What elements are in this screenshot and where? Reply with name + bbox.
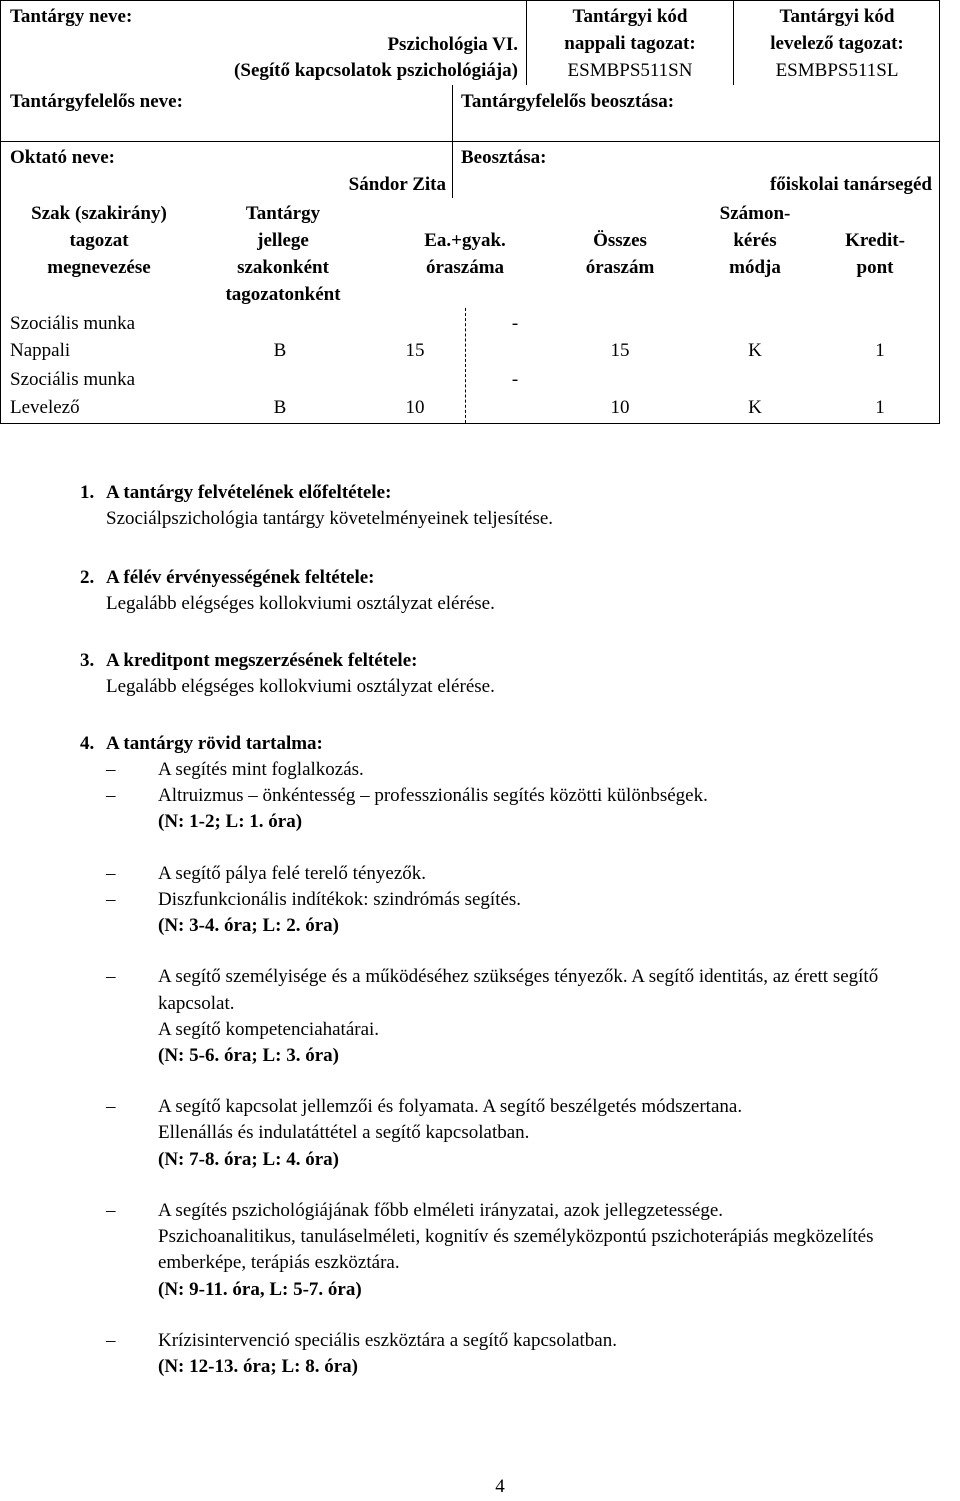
hours-reference: (N: 9-11. óra, L: 5-7. óra) [158,1278,362,1300]
code-corr-label-2: levelező tagozat: [770,33,904,54]
list-item-ref [106,1354,960,1380]
position-value: főiskolai tanársegéd [769,174,932,195]
header-osszes-2: óraszám [585,257,655,278]
hours-reference: (N: 1-2; L: 1. óra) [158,811,303,833]
header-szak-1: Szak (szakirány) [31,203,167,224]
dash-marker: – [106,862,116,884]
list-item [106,861,960,887]
row-osszes: 10 [610,397,630,418]
row-szak-line-1: Szociális munka [10,369,136,390]
header-ea-1: Ea.+gyak. [424,230,506,251]
header-szak-2: tagozat [69,230,129,251]
section-body: Legalább elégséges kollokviumi osztályzat elérése. [106,593,495,615]
row-szamon: K [748,340,762,361]
list-item-text: A segítő pálya felé terelő tényezők. [158,862,427,884]
row-dash: - [511,369,519,390]
header-ea-2: óraszáma [425,257,505,278]
header-jelleg-1: Tantárgy [245,203,321,224]
list-item-text: A segítés pszichológiájának főbb elméleti irányzatai, azok jellegzetessége. [158,1199,724,1221]
row-jelleg: B [273,340,287,361]
list-item [106,757,960,783]
list-item [106,1328,960,1354]
list-item-text: Ellenállás és indulatáttétel a segítő kapcsolatban. [158,1122,530,1144]
section-validity [80,565,940,617]
list-item [106,783,960,809]
list-item [106,887,960,913]
responsible-label: Tantárgyfelelős neve: [10,91,183,112]
list-item-text: A segítő kompetenciahatárai. [158,1018,380,1040]
code-day-label-1: Tantárgyi kód [572,6,688,27]
instructor-name: Sándor Zita [348,174,446,195]
table-divider-instructor [0,141,940,142]
table-border-bottom [0,423,940,424]
section-number: 2. [80,567,95,588]
list-item [106,1198,960,1224]
list-item-continuation [106,1120,960,1146]
header-jelleg-4: tagozatonként [225,284,341,305]
dash-marker: – [106,1096,116,1118]
instructor-label: Oktató neve: [10,147,116,168]
section-title: A tantárgy felvételének előfeltétele: [106,482,392,503]
subject-name-line-2: (Segítő kapcsolatok pszichológiája) [234,60,518,81]
section-title: A kreditpont megszerzésének feltétele: [106,650,418,671]
section-number: 1. [80,482,95,503]
dash-marker: – [106,1329,116,1351]
code-day-label-2: nappali tagozat: [564,33,696,54]
dash-marker: – [106,785,116,807]
section-body: Legalább elégséges kollokviumi osztályzat elérése. [106,676,495,698]
list-item-text: Diszfunkcionális indítékok: szindrómás segítés. [158,888,522,910]
section-content [80,731,940,757]
list-item [106,1094,960,1120]
page-number: 4 [495,1476,505,1497]
dash-marker: – [106,966,116,988]
code-corr-value: ESMBPS511SL [775,60,899,81]
responsible-position-label: Tantárgyfelelős beosztása: [461,91,675,112]
section-title: A félév érvényességének feltétele: [106,567,375,588]
subject-name-line-1: Pszichológia VI. [387,34,518,55]
section-prerequisite [80,480,940,532]
row-jelleg: B [273,397,287,418]
header-kredit-1: Kredit- [845,230,905,251]
hours-reference: (N: 7-8. óra; L: 4. óra) [158,1148,339,1170]
list-item-text: Altruizmus – önkéntesség – professzionális segítés közötti különbségek. [158,785,708,807]
row-osszes: 15 [610,340,630,361]
code-day-value: ESMBPS511SN [567,60,693,81]
section-number: 3. [80,650,95,671]
header-szak-3: megnevezése [47,257,151,278]
dash-marker: – [106,888,116,910]
list-item-ref [106,1277,960,1303]
header-szamon-2: kérés [733,230,777,251]
hours-reference: (N: 12-13. óra; L: 8. óra) [158,1355,358,1377]
subject-label: Tantárgy neve: [10,6,133,27]
header-jelleg-2: jellege [257,230,309,251]
row-kredit: 1 [875,340,885,361]
header-szamon-3: módja [729,257,781,278]
list-item-text: A segítő kapcsolat jellemzői és folyamata. A segítő beszélgetés módszertana. [158,1096,743,1118]
section-title: A tantárgy rövid tartalma: [106,733,323,754]
hours-reference: (N: 5-6. óra; L: 3. óra) [158,1044,339,1066]
header-szamon-1: Számon- [719,203,791,224]
table-dashed-divider [465,308,466,423]
header-jelleg-3: szakonként [237,257,329,278]
row-kredit: 1 [875,397,885,418]
hours-reference: (N: 3-4. óra; L: 2. óra) [158,915,339,937]
content-list [106,757,960,1380]
list-item [106,964,960,1016]
list-item-ref [106,809,960,835]
header-osszes-1: Összes [593,230,647,251]
position-label: Beosztása: [461,147,547,168]
list-item-text: A segítő személyisége és a működéséhez szükséges tényezők. A segítő identitás, az érett segítő kapcsolat. [158,966,879,1014]
section-body: Szociálpszichológia tantárgy követelményeinek teljesítése. [106,508,554,530]
header-kredit-2: pont [856,257,894,278]
list-item-ref [106,1147,960,1173]
row-szak-line-2: Nappali [10,340,71,361]
row-ea: 15 [405,340,425,361]
list-item-continuation [106,1017,960,1043]
row-szamon: K [748,397,762,418]
list-item-continuation [106,1224,960,1276]
section-credit [80,648,940,700]
list-item-text: A segítés mint foglalkozás. [158,759,364,780]
row-ea: 10 [405,397,425,418]
list-item-text: Krízisintervenció speciális eszköztára a segítő kapcsolatban. [158,1329,617,1351]
row-szak-line-1: Szociális munka [10,313,136,334]
code-corr-label-1: Tantárgyi kód [779,6,895,27]
list-item-ref [106,1043,960,1069]
dash-marker: – [106,1199,116,1221]
table-border-top [0,0,940,1]
list-item-text: Pszichoanalitikus, tanuláselméleti, kognitív és személyközpontú pszichoterápiás megközelítés emberképe, terápiás eszköztára. [158,1226,874,1274]
row-szak-line-2: Levelező [10,397,80,418]
row-dash: - [511,313,519,334]
list-item-ref [106,913,960,939]
section-number: 4. [80,733,95,754]
dash-marker: – [106,759,116,780]
